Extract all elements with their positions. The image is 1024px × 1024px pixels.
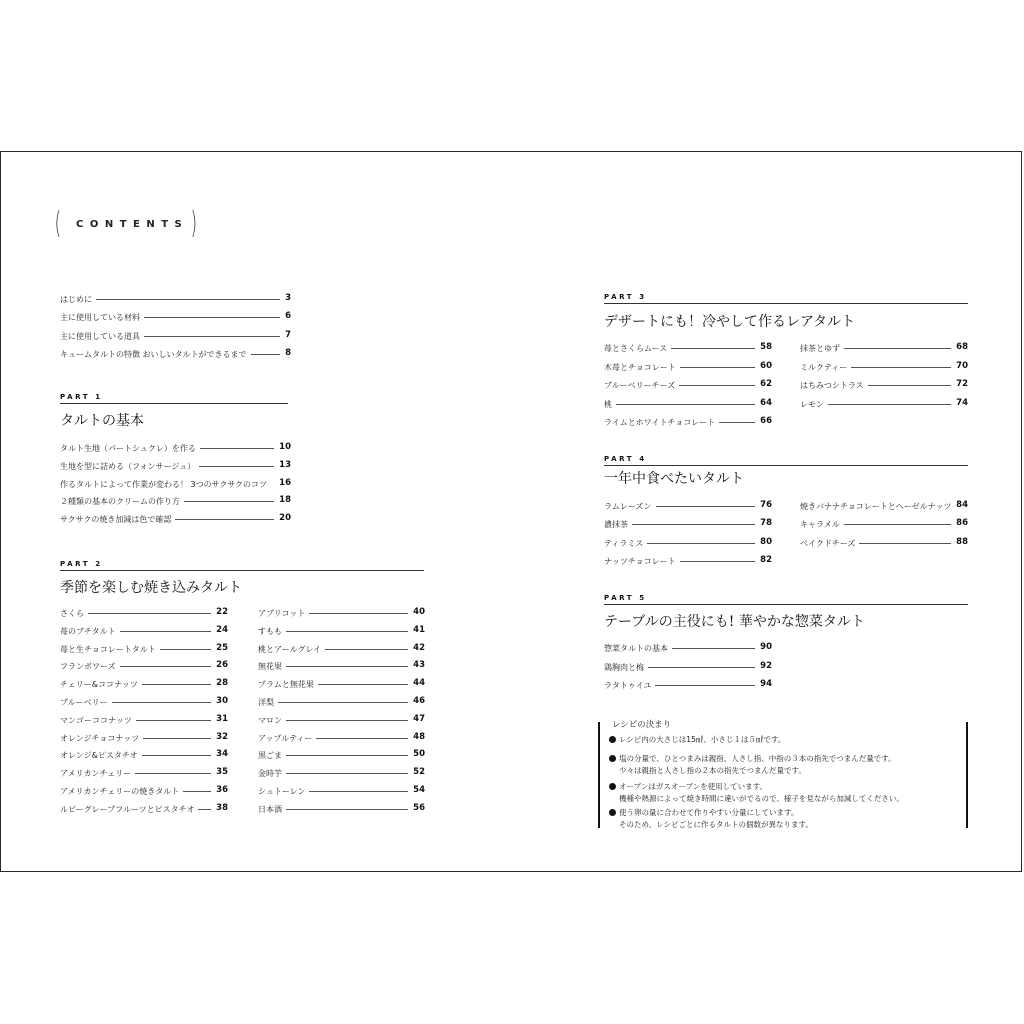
toc-leader-line: [135, 773, 211, 774]
toc-leader-line: [648, 667, 755, 668]
toc-entry-label: 無花果: [258, 662, 282, 672]
part3-tag: PART 3: [604, 293, 647, 301]
toc-entry[interactable]: [604, 499, 772, 513]
toc-entry[interactable]: [258, 642, 425, 656]
part1-rule: [60, 403, 288, 404]
toc-entry-page: 35: [216, 767, 228, 778]
toc-entry-page: 31: [216, 713, 228, 724]
toc-entry[interactable]: [800, 499, 968, 513]
recipe-rule-item: [609, 734, 785, 746]
toc-entry-page: 66: [760, 416, 772, 426]
part2-heading: 季節を楽しむ焼き込みタルト: [60, 580, 242, 596]
toc-entry-label: はちみつシトラス: [800, 381, 864, 390]
toc-entry-page: 13: [279, 459, 291, 470]
toc-entry-label: アメリカンチェリーの焼きタルト: [60, 787, 180, 796]
part2-tag: PART 2: [60, 560, 103, 568]
toc-entry-label: 惣菜タルトの基本: [604, 644, 668, 653]
toc-entry-page: 50: [413, 749, 425, 760]
toc-entry-page: 60: [760, 360, 772, 371]
toc-leader-line: [120, 666, 211, 667]
toc-leader-line: [616, 404, 755, 405]
toc-entry-label: ブルーベリーチーズ: [604, 381, 676, 390]
toc-entry[interactable]: [60, 292, 291, 306]
toc-leader-line: [655, 685, 755, 686]
toc-entry-page: 30: [216, 696, 228, 706]
part4-tag: PART 4: [604, 455, 647, 463]
toc-entry-page: 24: [216, 624, 228, 635]
toc-entry[interactable]: [60, 713, 228, 727]
toc-entry[interactable]: [604, 536, 772, 550]
toc-entry-page: 22: [216, 607, 228, 617]
toc-entry[interactable]: [60, 441, 291, 455]
part5-tag: PART 5: [604, 594, 647, 602]
toc-leader-line: [325, 649, 408, 650]
toc-entry-label: 苺と生チョコレートタルト: [60, 644, 156, 654]
recipe-rules-title: レシピの決まり: [612, 720, 672, 730]
toc-entry-label: 焼きバナナチョコレートとヘーゼルナッツ: [800, 502, 952, 511]
toc-entry[interactable]: [60, 459, 291, 473]
toc-entry-page: 64: [760, 397, 772, 408]
toc-entry[interactable]: [604, 360, 772, 374]
toc-leader-line: [316, 738, 408, 739]
toc-leader-line: [251, 354, 280, 355]
toc-entry-page: 41: [413, 624, 425, 635]
toc-entry-label: レモン: [800, 399, 824, 409]
toc-entry-page: 36: [216, 785, 228, 795]
toc-entry[interactable]: [800, 378, 968, 392]
toc-entry[interactable]: [604, 341, 772, 355]
toc-entry-page: 52: [413, 767, 425, 778]
toc-entry[interactable]: [60, 642, 228, 656]
toc-entry-page: 47: [413, 713, 425, 724]
toc-entry-label: ナッツチョコレート: [604, 556, 676, 566]
toc-entry-label: 濃抹茶: [604, 520, 628, 530]
toc-entry-page: 26: [216, 660, 228, 671]
toc-entry-page: 80: [760, 536, 772, 547]
toc-entry-page: 74: [956, 397, 968, 408]
toc-entry-label: オレンジ&ピスタチオ: [60, 751, 138, 761]
toc-entry[interactable]: [604, 378, 772, 392]
toc-entry-label: 金時芋: [258, 769, 282, 779]
toc-entry[interactable]: [60, 766, 228, 780]
part4-rule: [604, 465, 968, 466]
toc-entry-label: ティラミス: [604, 538, 644, 548]
toc-entry-label: アメリカンチェリー: [60, 769, 132, 779]
toc-entry-label: すもも: [258, 626, 282, 636]
contents-heading: CONTENTS: [76, 219, 189, 230]
toc-entry[interactable]: [258, 766, 425, 780]
toc-entry[interactable]: [800, 341, 968, 355]
toc-entry-label: ルビーグレープフルーツとピスタチオ: [60, 804, 195, 814]
toc-entry[interactable]: [60, 677, 228, 691]
toc-leader-line: [160, 649, 211, 650]
toc-leader-line: [286, 666, 408, 667]
toc-entry-page: 78: [760, 518, 772, 529]
toc-entry-page: 68: [956, 342, 968, 352]
toc-entry-label: 黒ごま: [258, 751, 282, 761]
part4-heading: 一年中食べたいタルト: [604, 471, 744, 487]
recipe-box-right-bar: [966, 722, 968, 828]
toc-entry-label: 抹茶とゆず: [800, 344, 840, 353]
toc-leader-line: [88, 613, 211, 614]
toc-entry-label: 桃とアールグレイ: [258, 644, 322, 654]
toc-entry-label: キュームタルトの特徴 おいしいタルトができるまで: [60, 349, 247, 359]
recipe-rule-text: 使う卵の量に合わせて作りやすい分量にしています。: [619, 808, 799, 817]
toc-entry-label: ラムレーズン: [604, 502, 652, 511]
toc-entry[interactable]: [604, 660, 772, 674]
toc-entry-label: マロン: [258, 715, 282, 725]
bullet-icon: [609, 783, 616, 790]
toc-entry-label: チェリー&ココナッツ: [60, 680, 138, 690]
bullet-icon: [609, 755, 616, 762]
toc-leader-line: [198, 809, 211, 810]
toc-entry-page: 48: [413, 731, 425, 742]
toc-entry-page: 28: [216, 678, 228, 689]
toc-entry[interactable]: [60, 659, 228, 673]
toc-leader-line: [200, 448, 274, 449]
toc-entry-label: 苺のブチタルト: [60, 626, 116, 636]
toc-leader-line: [680, 367, 755, 368]
toc-entry-page: 76: [760, 500, 772, 510]
toc-entry-page: 72: [956, 379, 968, 389]
toc-leader-line: [844, 524, 951, 525]
toc-entry[interactable]: [258, 695, 425, 709]
bullet-icon: [609, 736, 616, 743]
recipe-rule-text: そのため、レシピごとに作るタルトの個数が異なります。: [619, 820, 813, 829]
toc-entry-label: 主に使用している材料: [60, 313, 140, 323]
toc-leader-line: [851, 367, 951, 368]
toc-leader-line: [828, 404, 951, 405]
toc-entry-page: 7: [285, 329, 291, 340]
toc-leader-line: [184, 501, 274, 502]
toc-leader-line: [183, 791, 211, 792]
toc-entry[interactable]: [258, 784, 425, 798]
toc-leader-line: [680, 561, 755, 562]
toc-entry[interactable]: [604, 397, 772, 411]
toc-entry-page: 43: [413, 660, 425, 671]
toc-leader-line: [286, 809, 408, 810]
toc-entry-page: 38: [216, 802, 228, 813]
bullet-icon: [609, 809, 616, 816]
recipe-rule-item: [609, 753, 896, 777]
toc-leader-line: [671, 348, 755, 349]
toc-entry-page: 3: [285, 293, 291, 303]
toc-leader-line: [120, 631, 211, 632]
toc-entry-page: 62: [760, 379, 772, 389]
toc-entry-label: タルト生地（パートシュクレ）を作る: [60, 444, 196, 453]
toc-leader-line: [136, 720, 211, 721]
toc-entry[interactable]: [60, 329, 291, 343]
toc-entry-page: 56: [413, 802, 425, 813]
toc-entry-label: フランボワーズ: [60, 662, 116, 672]
toc-entry[interactable]: [604, 415, 772, 429]
toc-leader-line: [142, 755, 211, 756]
part1-heading: タルトの基本: [60, 413, 144, 429]
toc-entry-page: 10: [279, 442, 291, 452]
right-bracket-icon: ): [190, 206, 198, 241]
toc-leader-line: [286, 720, 408, 721]
toc-leader-line: [286, 773, 408, 774]
toc-entry-label: プラムと無花果: [258, 680, 314, 690]
toc-entry[interactable]: [60, 310, 291, 324]
recipe-rule-item: [609, 781, 904, 805]
toc-leader-line: [656, 506, 755, 507]
toc-entry-label: 鶏胸肉と梅: [604, 662, 644, 672]
toc-entry[interactable]: [604, 517, 772, 531]
toc-leader-line: [672, 648, 755, 649]
toc-entry-page: 25: [216, 642, 228, 653]
toc-entry[interactable]: [60, 784, 228, 798]
toc-leader-line: [142, 684, 211, 685]
toc-leader-line: [144, 336, 280, 337]
toc-entry-page: 86: [956, 518, 968, 529]
toc-entry-page: 58: [760, 342, 772, 352]
toc-entry[interactable]: [258, 677, 425, 691]
toc-entry-page: 46: [413, 696, 425, 706]
toc-entry[interactable]: [800, 397, 968, 411]
toc-leader-line: [309, 791, 408, 792]
recipe-rule-text: レシピ内の大さじは15㎖、小さじ１は５㎖です。: [619, 735, 786, 744]
toc-leader-line: [868, 385, 951, 386]
toc-entry-page: 18: [279, 495, 291, 506]
toc-entry-label: 日本酒: [258, 804, 282, 814]
toc-entry-label: シュトーレン: [258, 787, 306, 796]
toc-entry[interactable]: [60, 748, 228, 762]
toc-entry-page: 54: [413, 785, 425, 795]
part2-rule: [60, 570, 424, 571]
toc-entry[interactable]: [604, 678, 772, 692]
toc-leader-line: [175, 519, 274, 520]
toc-entry-page: 90: [760, 642, 772, 652]
contents-title: [54, 206, 198, 241]
toc-entry-label: ライムとホワイトチョコレート: [604, 418, 716, 427]
toc-entry-label: 生地を型に詰める（フォンサージュ）: [60, 461, 196, 471]
toc-entry[interactable]: [258, 659, 425, 673]
toc-entry[interactable]: [60, 624, 228, 638]
recipe-box-left-bar: [598, 722, 600, 828]
toc-leader-line: [144, 317, 280, 318]
toc-entry[interactable]: [258, 731, 425, 745]
toc-entry-label: 主に使用している道具: [60, 331, 140, 341]
toc-entry[interactable]: [60, 802, 228, 816]
toc-entry[interactable]: [800, 360, 968, 374]
left-bracket-icon: (: [54, 206, 62, 241]
toc-leader-line: [286, 755, 408, 756]
recipe-rule-text: 機種や熱源によって焼き時間に違いがでるので、様子を見ながら加減してください。: [619, 794, 904, 803]
toc-entry-page: 34: [216, 749, 228, 760]
toc-entry-page: 94: [760, 679, 772, 689]
part5-rule: [604, 604, 968, 605]
toc-entry[interactable]: [60, 477, 291, 491]
toc-entry-page: 44: [413, 678, 425, 689]
part3-heading: デザートにも！冷やして作るレアタルト: [604, 314, 856, 330]
toc-entry-label: アップルティー: [258, 733, 313, 743]
toc-entry-page: 20: [279, 513, 291, 524]
toc-entry-label: 洋梨: [258, 698, 274, 707]
toc-entry[interactable]: [60, 731, 228, 745]
part5-heading: テーブルの主役にも! 華やかな惣菜タルト: [604, 614, 865, 630]
toc-entry[interactable]: [258, 624, 425, 638]
toc-leader-line: [309, 613, 408, 614]
toc-entry[interactable]: [60, 347, 291, 361]
toc-entry[interactable]: [60, 606, 228, 620]
recipe-rules-box: [598, 718, 968, 830]
part3-rule: [604, 303, 968, 304]
toc-leader-line: [143, 738, 211, 739]
toc-entry-page: 84: [956, 500, 968, 510]
toc-leader-line: [647, 543, 755, 544]
toc-leader-line: [679, 385, 755, 386]
toc-entry[interactable]: [800, 517, 968, 531]
toc-entry-label: アプリコット: [258, 609, 306, 618]
toc-entry-page: 32: [216, 731, 228, 742]
toc-leader-line: [844, 348, 951, 349]
toc-entry-label: 桃: [604, 399, 612, 409]
toc-entry-page: 82: [760, 554, 772, 565]
toc-entry[interactable]: [604, 554, 772, 568]
toc-leader-line: [719, 422, 755, 423]
toc-entry[interactable]: [604, 641, 772, 655]
toc-entry[interactable]: [60, 494, 291, 508]
toc-entry[interactable]: [258, 748, 425, 762]
toc-entry-label: キャラメル: [800, 520, 840, 530]
recipe-rule-item: [609, 807, 813, 831]
recipe-rule-text: 少々は親指と人さし指の２本の指先でつまんだ量です。: [619, 766, 806, 775]
toc-entry[interactable]: [258, 802, 425, 816]
toc-entry-page: 6: [285, 311, 291, 322]
toc-entry-page: 88: [956, 536, 968, 547]
toc-leader-line: [632, 524, 755, 525]
toc-entry-label: 苺とさくらムース: [604, 344, 668, 353]
toc-entry-label: さくら: [60, 609, 84, 618]
toc-entry-label: 木苺とチョコレート: [604, 362, 676, 372]
toc-entry-label: ベイクドチーズ: [800, 538, 856, 548]
toc-leader-line: [96, 299, 280, 300]
toc-entry-label: ２種類の基本のクリームの作り方: [60, 497, 180, 507]
toc-entry-page: 92: [760, 660, 772, 671]
toc-entry-page: 70: [956, 360, 968, 371]
toc-leader-line: [859, 543, 951, 544]
toc-entry-label: サクサクの焼き加減は色で確認: [60, 515, 172, 525]
toc-entry-page: 16: [279, 477, 291, 488]
toc-entry[interactable]: [800, 536, 968, 550]
toc-leader-line: [112, 702, 211, 703]
toc-entry[interactable]: [258, 606, 425, 620]
toc-entry[interactable]: [60, 695, 228, 709]
toc-entry[interactable]: [60, 512, 291, 526]
toc-entry-label: マンゴーココナッツ: [60, 715, 132, 725]
toc-entry-page: 8: [285, 347, 291, 358]
toc-entry[interactable]: [258, 713, 425, 727]
toc-entry-label: はじめに: [60, 295, 92, 304]
toc-leader-line: [199, 466, 274, 467]
toc-entry-label: オレンジチョコナッツ: [60, 733, 140, 743]
recipe-rule-text: 塩の分量で、ひとつまみは親指、人さし指、中指の３本の指先でつまんだ量です。: [619, 754, 896, 763]
recipe-rule-text: オーブンはガスオーブンを使用しています。: [619, 782, 768, 791]
toc-entry-label: ラタトゥイユ: [604, 681, 652, 690]
toc-leader-line: [286, 631, 408, 632]
part1-tag: PART 1: [60, 393, 103, 401]
toc-leader-line: [278, 702, 408, 703]
toc-entry-label: ブルーベリー: [60, 698, 108, 707]
toc-entry-page: 42: [413, 642, 425, 653]
toc-entry-label: ミルクティー: [800, 362, 848, 372]
toc-leader-line: [318, 684, 408, 685]
toc-entry-label: 作るタルトによって作業が変わる！ 3つのサクサクのコツ: [60, 479, 267, 489]
toc-entry-page: 40: [413, 607, 425, 617]
